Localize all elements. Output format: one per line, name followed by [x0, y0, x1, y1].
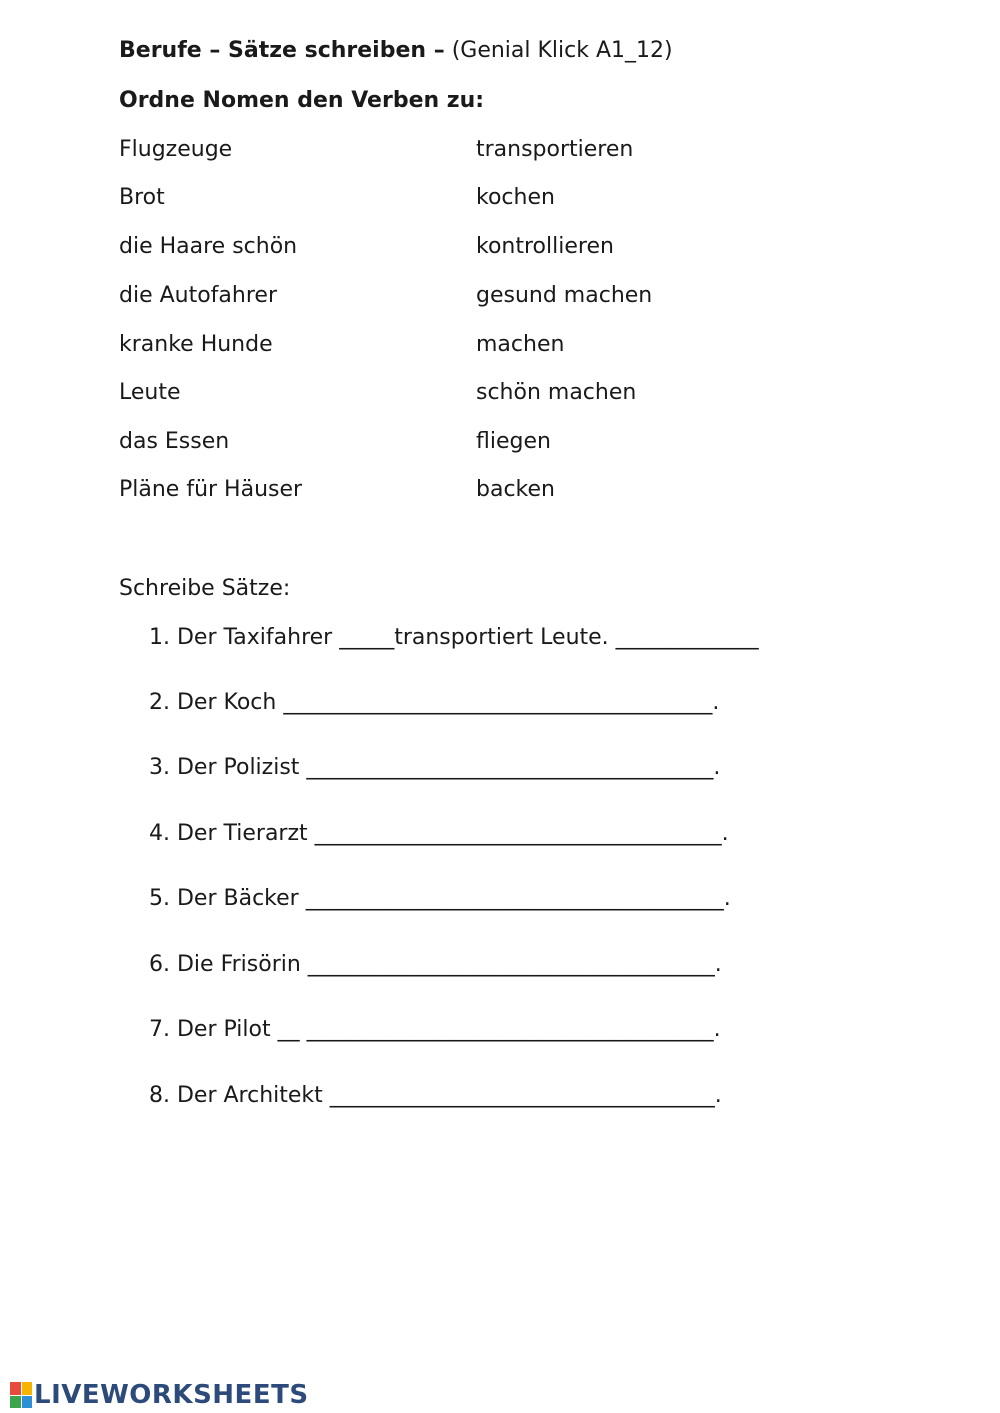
noun-item: die Autofahrer	[119, 283, 277, 308]
sentence-line[interactable]: 5. Der Bäcker ______________________________________.	[149, 886, 731, 911]
sentence-line[interactable]: 4. Der Tierarzt _____________________________________.	[149, 821, 729, 846]
section-label: Schreibe Sätze:	[119, 576, 291, 601]
logo-square-2	[22, 1382, 33, 1395]
footer-brand	[10, 1380, 309, 1410]
verb-item: gesund machen	[476, 283, 653, 308]
noun-item: Pläne für Häuser	[119, 477, 303, 502]
title-bold: Berufe – Sätze schreiben –	[119, 38, 445, 63]
logo-square-3	[10, 1396, 21, 1409]
noun-item: Flugzeuge	[119, 137, 233, 162]
verb-item: schön machen	[476, 380, 637, 405]
liveworksheets-logo-icon	[10, 1382, 32, 1408]
noun-item: das Essen	[119, 429, 230, 454]
noun-item: kranke Hunde	[119, 332, 273, 357]
sentence-line[interactable]: 6. Die Frisörin _____________________________________.	[149, 952, 722, 977]
verb-item: backen	[476, 477, 555, 502]
verb-item: transportieren	[476, 137, 634, 162]
sentence-line[interactable]: 7. Der Pilot __ _____________________________________.	[149, 1017, 721, 1042]
instruction: Ordne Nomen den Verben zu:	[119, 88, 485, 113]
page-title	[119, 38, 673, 63]
verb-item: kontrollieren	[476, 234, 614, 259]
noun-item: die Haare schön	[119, 234, 298, 259]
title-source: (Genial Klick A1_12)	[444, 38, 673, 63]
verb-item: kochen	[476, 185, 555, 210]
footer-brand-text: LIVEWORKSHEETS	[34, 1380, 309, 1410]
noun-item: Brot	[119, 185, 165, 210]
logo-square-1	[10, 1382, 21, 1395]
sentence-line[interactable]: 3. Der Polizist _____________________________________.	[149, 755, 721, 780]
sentence-line[interactable]: 8. Der Architekt ___________________________________.	[149, 1083, 722, 1108]
noun-item: Leute	[119, 380, 181, 405]
verb-item: fliegen	[476, 429, 551, 454]
logo-square-4	[22, 1396, 33, 1409]
sentence-line: 1. Der Taxifahrer _____transportiert Leute. _____________	[149, 625, 759, 650]
verb-item: machen	[476, 332, 565, 357]
sentence-line[interactable]: 2. Der Koch _______________________________________.	[149, 690, 720, 715]
